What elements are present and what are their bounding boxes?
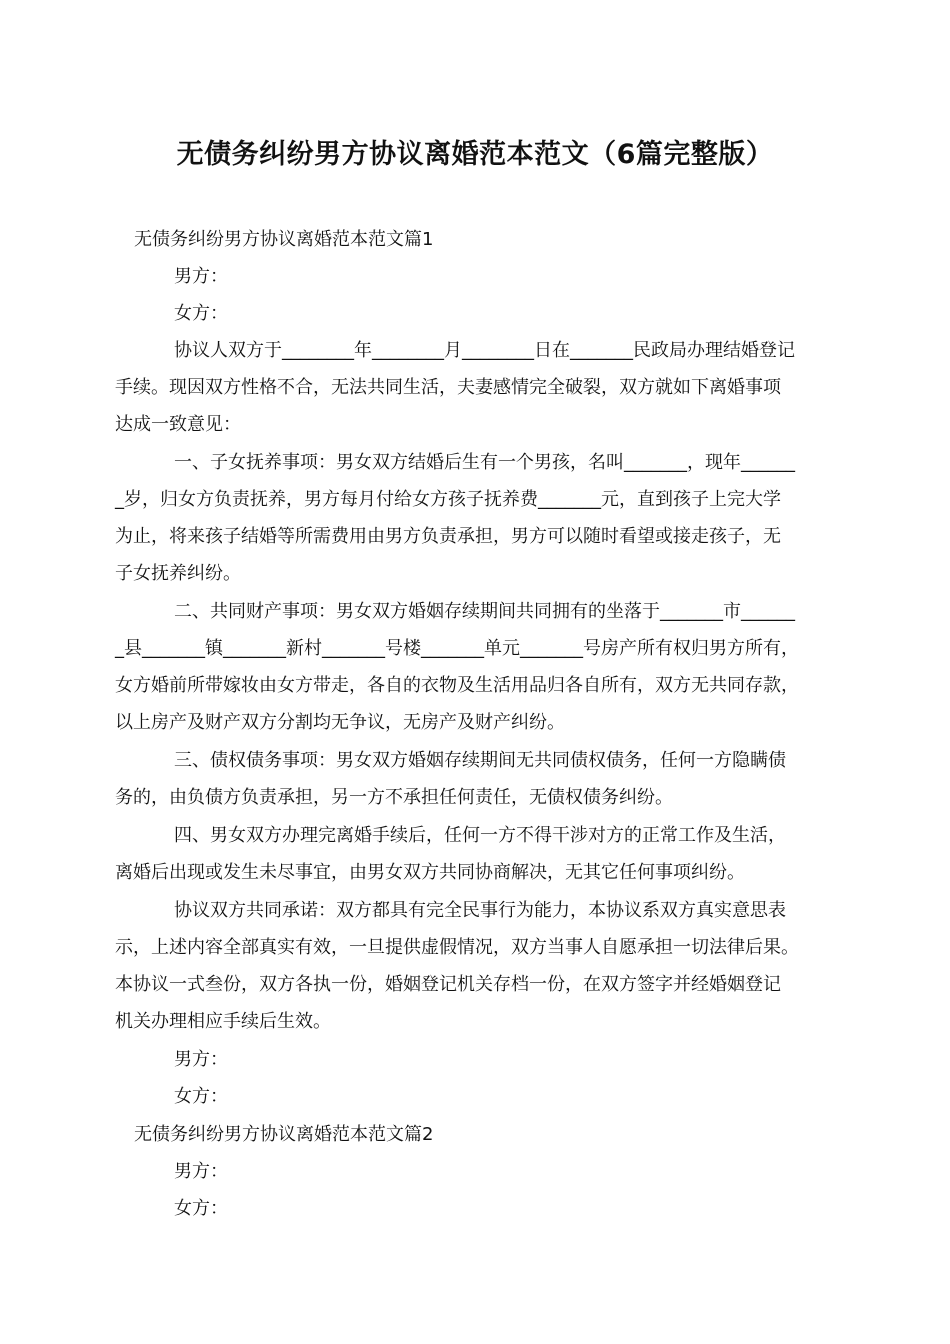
man-label: 男方： xyxy=(174,266,228,287)
paragraph-line: 协议双方共同承诺：双方都具有完全民事行为能力，本协议系双方真实意思表 xyxy=(174,900,786,921)
paragraph-line: 以上房产及财产双方分割均无争议，无房产及财产纠纷。 xyxy=(115,712,565,733)
paragraph-line: 务的，由负债方负责承担，另一方不承担任何责任，无债权债务纠纷。 xyxy=(115,787,673,808)
woman-label: 女方： xyxy=(174,303,228,324)
paragraph-line: _岁，归女方负责抚养，男方每月付给女方孩子抚养费_______元，直到孩子上完大学 xyxy=(115,489,781,510)
paragraph-line: 手续。现因双方性格不合，无法共同生活，夫妻感情完全破裂，双方就如下离婚事项 xyxy=(115,377,781,398)
paragraph-line: 离婚后出现或发生未尽事宜，由男女双方共同协商解决，无其它任何事项纠纷。 xyxy=(115,862,745,883)
paragraph-line: 协议人双方于________年________月________日在_______民政局办理结婚登记 xyxy=(174,340,795,361)
paragraph-line: 三、债权债务事项：男女双方婚姻存续期间无共同债权债务，任何一方隐瞒债 xyxy=(174,750,786,771)
section-heading: 无债务纠纷男方协议离婚范本范文篇2 xyxy=(134,1124,434,1145)
woman-signature-label: 女方： xyxy=(174,1086,228,1107)
man-signature-label: 男方： xyxy=(174,1049,228,1070)
paragraph-line: 二、共同财产事项：男女双方婚姻存续期间共同拥有的坐落于_______市______ xyxy=(174,601,795,622)
paragraph-line: 本协议一式叁份，双方各执一份，婚姻登记机关存档一份，在双方签字并经婚姻登记 xyxy=(115,974,781,995)
paragraph-line: 达成一致意见： xyxy=(115,414,241,435)
paragraph-line: 女方婚前所带嫁妆由女方带走，各自的衣物及生活用品归各自所有，双方无共同存款， xyxy=(115,675,799,696)
paragraph-line: 示，上述内容全部真实有效，一旦提供虚假情况，双方当事人自愿承担一切法律后果。 xyxy=(115,937,799,958)
paragraph-line: 一、子女抚养事项：男女双方结婚后生有一个男孩，名叫_______，现年______ xyxy=(174,452,795,473)
paragraph-line: 机关办理相应手续后生效。 xyxy=(115,1011,331,1032)
paragraph-line: 子女抚养纠纷。 xyxy=(115,563,241,584)
woman-label: 女方： xyxy=(174,1198,228,1219)
paragraph-line: 四、男女双方办理完离婚手续后，任何一方不得干涉对方的正常工作及生活， xyxy=(174,825,786,846)
section-heading: 无债务纠纷男方协议离婚范本范文篇1 xyxy=(134,229,434,250)
document-title: 无债务纠纷男方协议离婚范本范文（6篇完整版） xyxy=(176,139,774,170)
paragraph-line: 为止，将来孩子结婚等所需费用由男方负责承担，男方可以随时看望或接走孩子，无 xyxy=(115,526,781,547)
paragraph-line: _县_______镇_______新村_______号楼_______单元_______号房产所有权归男方所有， xyxy=(115,638,799,659)
man-label: 男方： xyxy=(174,1161,228,1182)
